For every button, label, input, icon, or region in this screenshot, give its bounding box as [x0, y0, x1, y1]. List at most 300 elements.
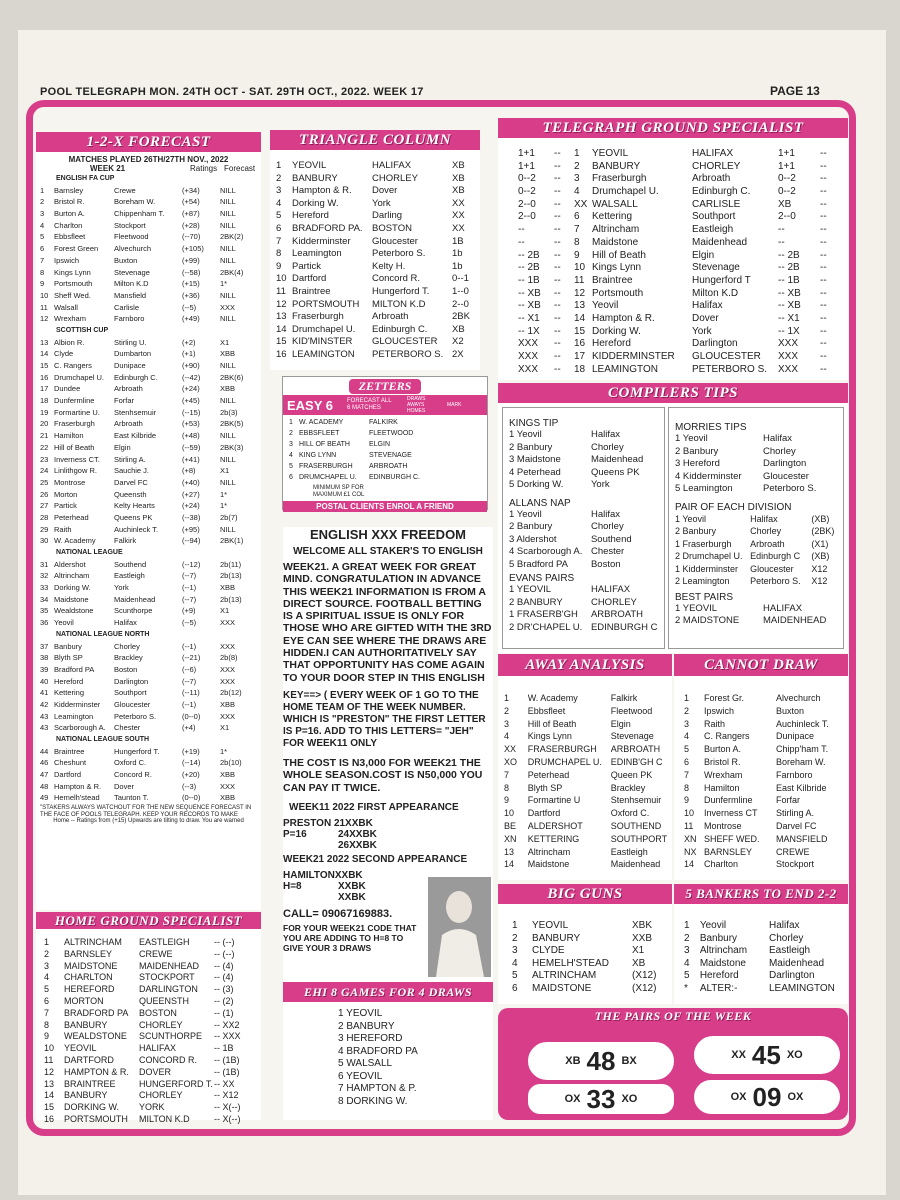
bankers-row [674, 945, 848, 958]
forecast-row-cell: XXX [220, 676, 236, 686]
pair-div-row [675, 563, 837, 576]
kings-row-cell: Chorley [590, 441, 624, 453]
evans-row-cell: ARBROATH [590, 609, 644, 620]
pair-div-row-cell: (XB) [811, 551, 830, 561]
forecast-row-cell: Queens PK [114, 512, 153, 522]
triangle-row [270, 311, 480, 324]
triangle-row [270, 299, 480, 312]
forecast-row-cell: Chorley [114, 641, 140, 651]
triangle-row-cell: XB [452, 185, 465, 197]
home-ground-row-cell: YEOVIL [64, 1043, 97, 1054]
allans-row [509, 509, 658, 522]
tg-row-cell: 14 [574, 312, 586, 324]
pair-div-row-cell: 2 Banbury [675, 526, 717, 536]
forecast-row-cell: (+48) [182, 431, 200, 441]
home-ground-row-cell: DOVER [139, 1066, 172, 1077]
morries-row-cell: Darlington [763, 458, 807, 469]
home-ground-row-cell: -- XX [214, 1078, 235, 1089]
forecast-row-cell: 23 [40, 454, 49, 464]
forecast-row-cell: X1 [220, 606, 230, 616]
forecast-all: FORECAST ALL [347, 398, 392, 404]
big-guns-row [498, 970, 672, 983]
home-ground-row-cell: 4 [44, 972, 50, 983]
cannot-row-cell: 1 [684, 693, 690, 703]
bankers-row [674, 933, 848, 946]
forecast-row-cell: 1 [40, 185, 45, 195]
forecast-row-cell: (+99) [182, 255, 200, 265]
tg-row-cell: 18 [574, 363, 586, 375]
forecast-row-cell: (--42) [182, 372, 201, 382]
forecast-row-cell: Peterboro S. [114, 711, 157, 721]
tg-row-cell: BANBURY [592, 160, 641, 172]
home-ground-row-cell: 10 [44, 1043, 55, 1054]
pair1-left: XB [565, 1055, 581, 1067]
triangle-row-cell: XB [452, 323, 465, 335]
forecast-row [36, 652, 261, 664]
forecast-row-cell: East Kilbride [114, 431, 157, 441]
forecast-row-cell: Boston [114, 664, 138, 674]
home-ground-row [36, 972, 261, 984]
home-ground-row-cell: HEREFORD [64, 984, 115, 995]
morries-row [675, 446, 837, 459]
cannot-row-cell: 4 [684, 731, 690, 742]
pair-div-row-cell: 2 Drumchapel U. [675, 551, 743, 561]
forecast-row-cell: Stevenage [114, 267, 150, 277]
tg-panel [498, 118, 848, 380]
tg-row-cell: -- [820, 173, 827, 185]
draws-label: DRAWS [407, 396, 426, 402]
triangle-row-cell: 12 [276, 298, 287, 310]
forecast-row-cell: C. Rangers [54, 361, 92, 370]
forecast-row-cell: Blyth SP [54, 653, 83, 663]
tg-row-cell: Maidstone [592, 236, 639, 248]
tg-row-cell: Eastleigh [692, 224, 734, 236]
forecast-row-cell: (--1) [182, 641, 197, 651]
home-ground-row-cell: 13 [44, 1078, 55, 1089]
triangle-row [270, 210, 480, 223]
pair-div-row-cell: Edinburgh C [750, 551, 801, 561]
away-row-cell: W. Academy [527, 693, 578, 703]
home-ground-row-cell: 1 [44, 937, 50, 947]
morries-row-cell: Gloucester [763, 470, 809, 482]
home-ground-row-cell: ALTRINCHAM [64, 937, 122, 947]
tg-row-cell: -- [554, 262, 561, 274]
zetters-panel [282, 376, 488, 510]
cannot-row [674, 730, 848, 743]
forecast-row-cell: Stenhsemuir [114, 407, 157, 417]
cannot-row-cell: MANSFIELD [776, 833, 828, 844]
triangle-row-cell: BOSTON [372, 222, 412, 234]
morries-row-cell: Chorley [763, 445, 796, 457]
pair-div-row [675, 513, 837, 526]
ehi-item: 4 BRADFORD PA [338, 1045, 418, 1057]
forecast-row-cell: 8 [40, 267, 45, 277]
cannot-row-cell: Bristol R. [704, 756, 741, 767]
pair3-left: OX [564, 1093, 581, 1105]
forecast-row-cell: X1 [220, 337, 230, 347]
home-ground-row-cell: 9 [44, 1031, 50, 1042]
home-ground-title: HOME GROUND SPECIALIST [36, 912, 261, 929]
kings-row-cell: York [590, 479, 610, 490]
forecast-row [36, 220, 261, 232]
tg-row-cell: -- 1B [778, 274, 800, 286]
away-row-cell: Maidenhead [610, 859, 661, 870]
zetters-row [289, 428, 481, 439]
tg-row [498, 262, 848, 275]
cannot-row [674, 833, 848, 846]
triangle-row [270, 261, 480, 274]
evans-title: EVANS PAIRS [509, 573, 575, 584]
cannot-row-cell: Inverness CT [704, 808, 758, 819]
tg-row-cell: -- 1X [778, 325, 800, 337]
allans-row [509, 559, 658, 572]
tg-row [498, 250, 848, 263]
evans-row [509, 597, 658, 610]
forecast-row-cell: Hill of Beath [54, 442, 95, 452]
pair-card-2 [692, 1034, 842, 1076]
forecast-row-cell: Altrincham [54, 571, 90, 581]
forecast-row-cell: Formartine U. [54, 407, 100, 417]
forecast-row-cell: Mansfield [114, 290, 147, 300]
tg-row [498, 338, 848, 351]
forecast-row-cell: (+45) [182, 396, 200, 406]
bankers-row [674, 983, 848, 996]
forecast-row-cell: XBB [220, 583, 236, 593]
home-ground-row [36, 949, 261, 961]
forecast-row-cell: NILL [220, 477, 236, 487]
cannot-row-cell: SHEFF WED. [704, 833, 760, 844]
home-ground-row-cell: BANBURY [64, 1019, 108, 1030]
tg-row-cell: Edinburgh C. [692, 186, 751, 198]
forecast-row-cell: Darvel FC [114, 477, 148, 487]
zetters-row [289, 417, 481, 428]
allans-row-cell: Boston [590, 558, 621, 570]
pair-div-row-cell: 2 Leamington [675, 576, 730, 586]
forecast-row [36, 699, 261, 711]
forecast-row-cell: XBB [220, 699, 236, 709]
forecast-row-cell: Walsall [54, 302, 78, 312]
forecast-row-cell: NILL [220, 524, 236, 534]
forecast-row-cell: (+95) [182, 524, 200, 534]
forecast-row-cell: XBB [220, 770, 236, 780]
forecast-row-cell: Taunton T. [114, 793, 149, 803]
tg-row-cell: CARLISLE [692, 198, 741, 210]
home-ground-row-cell: MAIDENHEAD [139, 960, 200, 971]
ehi-item: 2 BANBURY [338, 1020, 395, 1032]
tg-row-cell: 2 [574, 160, 580, 172]
away-row-cell: Formartine U [527, 795, 581, 806]
zetters-row [289, 461, 481, 472]
tg-row-cell: Kings Lynn [592, 262, 642, 274]
bankers-panel [674, 884, 848, 1004]
forecast-row-cell: Sheff Wed. [54, 290, 91, 300]
tg-row-cell: 1+1 [778, 160, 795, 172]
forecast-row-cell: (+87) [182, 209, 200, 219]
bankers-row-cell: * [684, 982, 688, 994]
forecast-row-cell: Scunthorpe [114, 606, 153, 616]
home-ground-row-cell: -- (--) [214, 937, 235, 947]
tg-row-cell: -- 2B [518, 249, 540, 261]
home-ground-row-cell: -- X(--) [214, 1102, 241, 1113]
ehi-item: 3 HEREFORD [338, 1033, 403, 1044]
evans-row-cell: EDINBURGH C [590, 621, 658, 633]
home-ground-row-cell: 8 [44, 1019, 50, 1030]
freedom-panel [283, 527, 493, 982]
forecast-row-cell: 2BK(3) [220, 442, 244, 452]
forecast-row-cell: Barnsley [54, 185, 84, 195]
forecast-row [36, 664, 261, 676]
forecast-row-cell: (+36) [182, 290, 200, 300]
away-row-cell: ALDERSHOT [527, 820, 583, 831]
big-guns-row-cell: 3 [512, 945, 518, 956]
forecast-row [36, 641, 261, 653]
tg-row-cell: -- [820, 249, 827, 261]
tg-row-cell: 9 [574, 249, 580, 261]
big-guns-panel [498, 884, 672, 1004]
forecast-row-cell: Dunfermline [54, 396, 95, 406]
forecast-row-cell: Hampton & R. [54, 781, 102, 791]
forecast-row-cell: 16 [40, 372, 49, 382]
forecast-row-cell: (0--0) [182, 793, 201, 803]
kings-row-cell: 5 Dorking W. [509, 479, 564, 490]
best-row-cell: MAIDENHEAD [763, 615, 827, 626]
pair-div-row-cell: Arbroath [750, 538, 785, 549]
forecast-row [36, 676, 261, 688]
best-row [675, 615, 837, 628]
morries-row-cell: 1 Yeovil [675, 433, 708, 444]
tg-row-cell: -- [554, 148, 561, 159]
pair-div-row-cell: 1 Kidderminster [675, 563, 739, 574]
home-ground-row-cell: 3 [44, 960, 50, 971]
forecast-row-cell: Crewe [114, 185, 136, 195]
forecast-row-cell: Dover [114, 781, 135, 791]
forecast-row [36, 781, 261, 793]
triangle-row [270, 198, 480, 211]
triangle-row-cell: XX [452, 210, 465, 222]
allans-row-cell: Chorley [590, 521, 624, 532]
forecast-row-cell: Stirling A. [114, 454, 146, 464]
pair-div-row-cell: X12 [811, 576, 828, 586]
forecast-row-cell: NILL [220, 185, 236, 195]
triangle-row-cell: Hampton & R. [292, 185, 352, 197]
bankers-row-cell: 5 [684, 970, 690, 981]
cannot-row-cell: 7 [684, 769, 690, 780]
kings-row [509, 429, 658, 442]
triangle-row-cell: Kidderminster [292, 235, 351, 247]
forecast-row-cell: Yeovil [54, 618, 74, 628]
forecast-row [36, 290, 261, 302]
tg-row-cell: -- [554, 224, 561, 236]
cannot-row [674, 820, 848, 833]
tg-row-cell: 8 [574, 236, 580, 248]
forecast-row-cell: 2b(12) [220, 688, 242, 698]
forecast-row-cell: (+34) [182, 185, 200, 195]
forecast-row-cell: Clyde [54, 349, 74, 359]
triangle-row-cell: York [372, 197, 391, 209]
ehi-title: EHI 8 GAMES FOR 4 DRAWS [283, 982, 493, 1002]
forecast-row [36, 430, 261, 442]
tg-row-cell: 2--0 [518, 198, 536, 210]
triangle-row-cell: BANBURY [292, 172, 338, 184]
cannot-row-cell: 8 [684, 782, 690, 793]
forecast-row [36, 302, 261, 314]
triangle-row-cell: MILTON K.D [372, 298, 426, 310]
home-ground-row [36, 996, 261, 1008]
forecast-row-cell: Partick [54, 501, 77, 511]
bankers-row-cell: 2 [684, 932, 690, 944]
forecast-row-cell: Raith [54, 524, 72, 534]
tg-row-cell: -- [518, 236, 525, 248]
zetters-row-cell: EBBSFLEET [299, 430, 340, 437]
tg-row-cell: 3 [574, 173, 580, 185]
away-row [498, 833, 672, 846]
tg-row-cell: Southport [692, 211, 736, 223]
forecast-row-cell: Linlithgow R. [54, 466, 97, 476]
forecast-row-cell: (--6) [182, 664, 197, 674]
tg-row-cell: Darlington [692, 338, 738, 350]
forecast-row [36, 231, 261, 243]
away-row-cell: Ebbsfleet [527, 705, 566, 716]
pair-div-row-cell: Gloucester [750, 563, 794, 574]
forecast-row [36, 442, 261, 454]
tg-row-cell: 13 [574, 300, 586, 312]
away-row [498, 743, 672, 756]
triangle-row-cell: 2X [452, 348, 464, 360]
bankers-row-cell: 3 [684, 945, 690, 956]
pairs-title: THE PAIRS OF THE WEEK [594, 1009, 752, 1023]
tg-row-cell: -- [554, 363, 561, 375]
tg-row-cell: -- 2B [518, 262, 540, 274]
forecast-row-cell: XXX [220, 641, 236, 651]
tg-row [498, 275, 848, 288]
triangle-row-cell: 6 [276, 222, 282, 234]
forecast-row-cell: 2b(8) [220, 653, 238, 663]
pairs-panel [498, 1008, 848, 1120]
forecast-row-cell: 46 [40, 758, 49, 768]
forecast-row-cell: (--1) [182, 699, 197, 709]
triangle-row-cell: Gloucester [372, 235, 418, 247]
best-list [675, 603, 837, 628]
forecast-row-cell: (--7) [182, 571, 197, 581]
tg-row-cell: Portsmouth [592, 287, 644, 299]
home-ground-row-cell: BANBURY [64, 1090, 108, 1101]
forecast-row [36, 512, 261, 524]
forecast-row-cell: Burton A. [54, 209, 85, 219]
home-ground-row-cell: MILTON K.D [139, 1113, 190, 1124]
tg-row-cell: 0--2 [518, 186, 536, 198]
away-table [498, 692, 672, 871]
forecast-row-cell: XBB [220, 793, 236, 803]
forecast-row-cell: Carlisle [114, 302, 140, 312]
tg-row-cell: XXX [778, 351, 799, 362]
pair4-left: OX [730, 1091, 747, 1103]
triangle-row-cell: PORTSMOUTH [292, 298, 360, 310]
forecast-row [36, 477, 261, 489]
tg-row-cell: 17 [574, 351, 586, 362]
tg-row [498, 211, 848, 224]
bankers-row-cell: Maidenhead [768, 957, 825, 969]
away-row-cell: Eastleigh [610, 846, 648, 857]
forecast-row-cell: (+15) [182, 279, 200, 289]
cannot-row [674, 782, 848, 795]
forecast-row-cell: Leamington [54, 711, 94, 721]
forecast-row [36, 278, 261, 290]
tg-row-cell: -- 1B [518, 274, 540, 286]
tg-row-cell: -- XB [518, 300, 541, 312]
morries-row [675, 471, 837, 484]
tg-row-cell: -- [820, 325, 827, 337]
tg-row-cell: 2--0 [778, 211, 796, 223]
triangle-row [270, 185, 480, 198]
best-row-cell: 1 YEOVIL [675, 602, 718, 614]
hamilton-1: XXBK [334, 870, 363, 882]
tg-row-cell: -- [820, 300, 827, 312]
six-matches: 6 MATCHES [347, 405, 381, 411]
forecast-row-cell: 1* [220, 746, 228, 756]
forecast-row-cell: 11 [40, 302, 48, 312]
triangle-row-cell: 16 [276, 348, 287, 360]
pair-card-3 [526, 1082, 676, 1116]
hamilton-3: XXBK [338, 892, 366, 904]
tg-row-cell: -- [820, 160, 827, 172]
cannot-row-cell: Auchinleck T. [776, 718, 829, 729]
forecast-row-cell: Stockport [114, 220, 146, 230]
tg-row-cell: 0--2 [778, 173, 796, 185]
triangle-row-cell: BRADFORD PA. [292, 222, 363, 234]
pair-div-row [675, 550, 837, 563]
bankers-row-cell: Hereford [699, 970, 739, 981]
triangle-row-cell: 2--0 [452, 298, 469, 310]
forecast-row-cell: 1* [220, 279, 228, 289]
away-row [498, 718, 672, 731]
big-guns-row-cell: CLYDE [532, 945, 565, 956]
tg-row-cell: Hill of Beath [592, 249, 646, 261]
forecast-warning: Home -- Ratings from (+15) Upwards are tilting to draw. You are warned [53, 818, 244, 825]
home-ground-row-cell: -- (1B) [214, 1066, 240, 1077]
forecast-row-cell: Darlington [114, 676, 149, 686]
home-ground-row [36, 937, 261, 949]
triangle-row-cell: 1b [452, 248, 463, 260]
forecast-header: Forecast [224, 164, 256, 173]
zetters-row [289, 450, 481, 461]
forecast-row-cell: Chippenham T. [114, 209, 165, 219]
mark-label: MARK [447, 402, 462, 408]
forecast-row [36, 500, 261, 512]
tg-row-cell: -- [554, 186, 561, 198]
forecast-row-cell: Dunipace [114, 361, 146, 370]
tg-row-cell: 0--2 [518, 173, 536, 185]
cannot-row-cell: Dunfermline [704, 795, 753, 806]
evans-row-cell: 1 YEOVIL [509, 584, 552, 595]
tg-row-cell: 1 [574, 148, 580, 159]
tg-row-cell: -- 2B [778, 262, 800, 274]
forecast-row-cell: (--38) [182, 512, 201, 522]
allans-row-cell: 4 Scarborough A. [509, 546, 583, 557]
forecast-row-cell: 2b(11) [220, 559, 242, 569]
away-row [498, 794, 672, 807]
pair-div-row-cell: Halifax [750, 513, 778, 524]
cannot-row-cell: Charlton [704, 859, 739, 870]
tg-row-cell: -- [554, 287, 561, 299]
man-photo [428, 877, 491, 977]
bankers-row [674, 920, 848, 933]
p16-b: 26XXBK [338, 840, 377, 852]
ehi-panel [283, 982, 493, 1120]
tg-row-cell: Braintree [592, 274, 633, 286]
forecast-row [36, 208, 261, 220]
forecast-row-cell: Wrexham [54, 314, 86, 324]
forecast-row-cell: XXX [220, 302, 236, 312]
